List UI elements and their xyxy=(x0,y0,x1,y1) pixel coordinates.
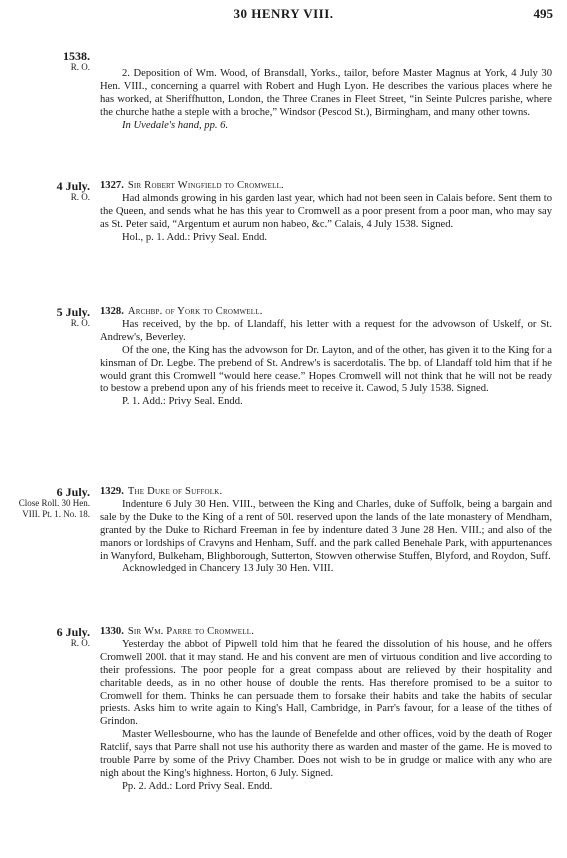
entry-heading: Archbp. of York to Cromwell. xyxy=(127,306,263,317)
entry-reference: R. O. xyxy=(70,638,90,648)
entry-body xyxy=(100,486,552,576)
page-number: 495 xyxy=(533,6,553,21)
entry-reference: R. O. xyxy=(70,318,90,328)
entry-heading-line xyxy=(100,180,552,193)
entry-description: In Uvedale's hand, pp. 6. xyxy=(122,119,229,131)
entry-number: 1330. xyxy=(100,626,124,637)
entry-reference: R. O. xyxy=(70,62,90,72)
entry-paragraph: Had almonds growing in his garden last year, which had not been seen in Calais before. Sent them to the Queen, and sends what he has this year to Cromwell as a poor present from a poor man, who may say as St. Peter said, “Argentum et aurum non habeo, &c.” Calais, 4 July 1538. Signed. xyxy=(100,192,552,230)
margin-note xyxy=(10,306,90,329)
entry-description: Hol., p. 1. Add.: Privy Seal. Endd. xyxy=(122,231,268,243)
entry-number: 1328. xyxy=(100,306,124,317)
entry-date: 5 July. xyxy=(56,305,90,319)
entry-body xyxy=(100,68,552,133)
entry-paragraph: Of the one, the King has the advowson for Dr. Layton, and of the other, has given it to the King for a kinsman of Dr. Legbe. The prebend of St. Andrew's is sacerdotalis. The bp. of Llandaff told him that if he would grant this Cromwell “would here cease.” Hopes Cromwell will not think that he will not be ready to bestow a prebend upon any of his friends meet to receive it. Cawod, 5 July 1538. Signed. xyxy=(100,344,552,395)
entry-paragraph: Acknowledged in Chancery 13 July 30 Hen. VIII. xyxy=(122,563,334,575)
entry-number: 1329. xyxy=(100,486,124,497)
margin-note xyxy=(10,626,90,649)
entry-heading-line xyxy=(100,306,552,319)
entry-paragraph: 2. Deposition of Wm. Wood, of Bransdall, Yorks., tailor, before Master Magnus at York, 4 July 30 Hen. VIII., concerning a quarrel with Robert and Hugh Lyon. He describes the various places where he has worked, at Sheriffhutton, London, the Three Cranes in Fleet Street, “in Seinte Pulcres parishe, where the churche hathe a steple with a broche,” Windsor (Pescod St.), Birmingham, and many other towns. xyxy=(100,68,552,118)
entry-body xyxy=(100,306,552,409)
margin-note xyxy=(10,180,90,203)
entry-paragraph: Has received, by the bp. of Llandaff, his letter with a request for the advowson of Uskelf, or St. Andrew's, Beverley. xyxy=(100,318,552,343)
entry-paragraph: Indenture 6 July 30 Hen. VIII., between the King and Charles, duke of Suffolk, being a bargain and sale by the Duke to the King of a rent of 50l. reserved upon the lands of the late monastery of Mendham, granted by the Duke to Richard Freeman in fee by indenture dated 3 June 28 Hen. VIII.; and also of the manors or lordships of Cravyns and Henham, Suff. and the park called Benehale Park, with appurtenances in Wanyford, Bulkeham, Blighborough, Sutterton, Stowven otherwise Stuffen, Blyford, and Roydon, Suff. xyxy=(100,498,552,562)
entry-reference: R. O. xyxy=(70,192,90,202)
entry-number: 1327. xyxy=(100,180,124,191)
entry-body xyxy=(100,626,552,794)
entry-date: 1538. xyxy=(63,49,90,63)
entry-heading-line xyxy=(100,626,552,639)
running-title: 30 HENRY VIII. xyxy=(233,6,334,21)
margin-note xyxy=(10,486,90,520)
entry-heading-line xyxy=(100,486,552,499)
entry-body xyxy=(100,180,552,245)
entry-paragraph: Yesterday the abbot of Pipwell told him that he feared the dissolution of his house, and he offers Cromwell 200l. that it may stand. He and his convent are men of virtuous condition and live according to their professions. The poor people for a great compass about are relieved by their hospitality and charitable deeds, as in no other house of double the rents. Has therefore promised to be a suitor to Cromwell for them. Thinks he can persuade them to forsake their habits and take the habits of secular priests. Asks him to write again to King's Hall, Cambridge, in Parr's favour, for a lease of the tithes of Grindon. xyxy=(100,638,552,728)
running-head xyxy=(0,6,567,24)
entry-date: 6 July. xyxy=(56,625,90,639)
entry-description: Pp. 2. Add.: Lord Privy Seal. Endd. xyxy=(122,780,273,792)
entry-date: 6 July. xyxy=(56,485,90,499)
entry-date: 4 July. xyxy=(56,179,90,193)
entry-heading: Sir Robert Wingfield to Cromwell. xyxy=(127,180,284,191)
entry-reference: Close Roll. 30 Hen. VIII. Pt. 1. No. 18. xyxy=(18,498,90,519)
margin-note xyxy=(10,50,90,73)
entry-heading: The Duke of Suffolk. xyxy=(127,486,223,497)
entry-heading: Sir Wm. Parre to Cromwell. xyxy=(127,626,255,637)
entry-description: P. 1. Add.: Privy Seal. Endd. xyxy=(122,396,243,408)
entry-paragraph: Master Wellesbourne, who has the launde of Benefelde and other offices, void by the death of Roger Ratclif, says that Parre shall not use his authority there as warden and master of the game. He is moved to trouble Parre by some of the Privy Chamber. Does not wish to be in grudge or malice with any who are nigh about the King's highness. Horton, 6 July. Signed. xyxy=(100,729,552,779)
